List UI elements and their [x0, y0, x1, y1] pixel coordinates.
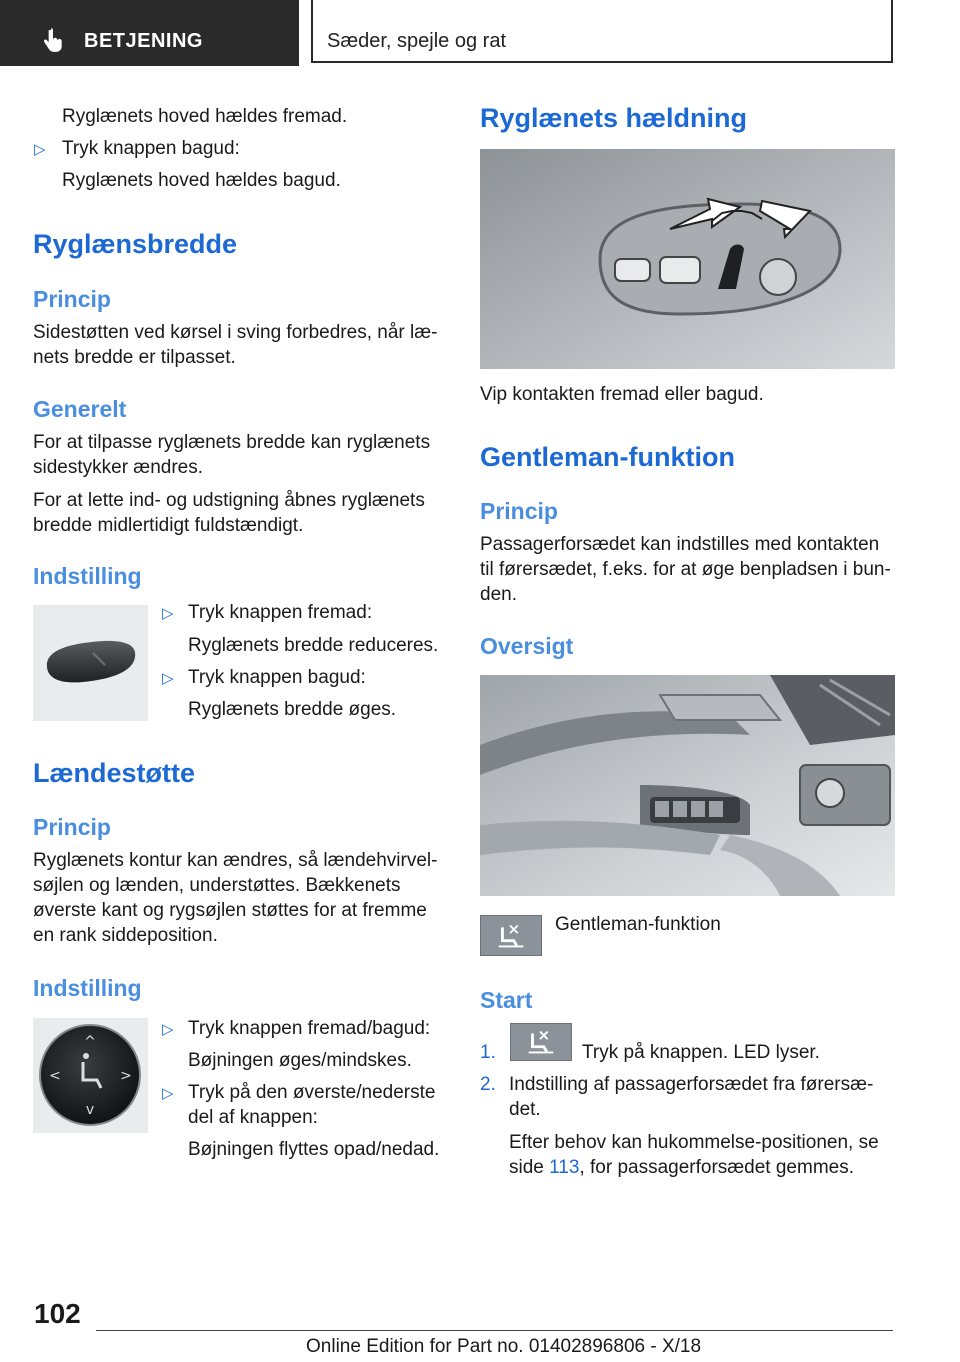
subheading-princip: Princip [33, 814, 111, 840]
subheading-princip: Princip [33, 286, 111, 312]
body-text: For at lette ind- og udstigning åbnes ryglænets [33, 490, 425, 511]
gentleman-function-button-icon [510, 1023, 572, 1061]
body-text: øverste kant og rygsøjlen støttes for at fremme [33, 900, 427, 921]
subheading-generelt: Generelt [33, 396, 127, 422]
body-text: til førersædet, f.eks. for at øge benpladsen i bun- [480, 559, 891, 580]
step-text: Efter behov kan hukommelse-positionen, se [509, 1132, 879, 1153]
body-text: sidestykker ændres. [33, 457, 204, 478]
bullet-text: Tryk knappen fremad: [188, 602, 373, 623]
body-text: Ryglænets hoved hældes bagud. [62, 170, 341, 191]
body-text: bredde midlertidigt fuldstændigt. [33, 515, 304, 536]
gentleman-function-button-icon [480, 915, 542, 956]
step-text: Tryk på knappen. LED lyser. [582, 1042, 820, 1063]
subheading-princip: Princip [480, 498, 558, 524]
step-text-with-link [509, 1155, 854, 1181]
header-section-label: BETJENING [84, 30, 203, 52]
subheading-indstilling: Indstilling [33, 975, 142, 1001]
step-number: 2. [480, 1074, 496, 1095]
section-heading-backrest-width: Ryglænsbredde [33, 229, 238, 259]
section-heading-backrest-tilt: Ryglænets hældning [480, 103, 748, 133]
bullet-triangle-icon: ▷ [162, 1085, 174, 1102]
subheading-start: Start [480, 987, 533, 1013]
body-text: søjlen og lænden, understøttes. Bækkenets [33, 875, 401, 896]
body-text: Ryglænets bredde reduceres. [188, 635, 439, 656]
step-text: Indstilling af passagerforsædet fra førersæ- [509, 1074, 874, 1095]
backrest-width-switch-image [33, 605, 148, 721]
door-panel-overview-image [480, 675, 895, 896]
lumbar-switch-image [33, 1018, 148, 1133]
body-text: Sidestøtten ved kørsel i sving forbedres, når læ- [33, 322, 438, 343]
section-heading-lumbar-support: Lændestøtte [33, 758, 195, 788]
seat-switch-panel-image [480, 149, 895, 369]
body-text: For at tilpasse ryglænets bredde kan ryglænets [33, 432, 431, 453]
svg-text:<: < [49, 1068, 61, 1084]
body-text: Passagerforsædet kan indstilles med kontakten [480, 534, 880, 555]
section-heading-gentleman-function: Gentleman-funktion [480, 442, 735, 472]
bullet-triangle-icon: ▷ [162, 670, 174, 687]
body-text: nets bredde er tilpasset. [33, 347, 236, 368]
header-chapter-label: Sæder, spejle og rat [327, 30, 506, 52]
header-section-tab [0, 0, 299, 66]
image-caption: Vip kontakten fremad eller bagud. [480, 384, 764, 405]
step-number: 1. [480, 1042, 496, 1063]
body-text: Ryglænets kontur kan ændres, så lændehvirvel- [33, 850, 438, 871]
bullet-text: del af knappen: [188, 1107, 318, 1128]
page-number: 102 [34, 1298, 81, 1329]
bullet-text: Tryk knappen bagud: [188, 667, 366, 688]
svg-text:v: v [85, 1102, 95, 1118]
svg-text:>: > [120, 1068, 132, 1084]
bullet-triangle-icon: ▷ [162, 1021, 174, 1038]
hand-pointer-icon [40, 28, 66, 54]
bullet-triangle-icon: ▷ [162, 605, 174, 622]
body-text: den. [480, 584, 517, 605]
bullet-text: Tryk på den øverste/nederste [188, 1082, 436, 1103]
bullet-triangle-icon: ▷ [34, 141, 46, 158]
body-text: Ryglænets bredde øges. [188, 699, 397, 720]
subheading-indstilling: Indstilling [33, 563, 142, 589]
page-reference-link[interactable]: 113 [549, 1157, 580, 1178]
bullet-text: Tryk knappen fremad/bagud: [188, 1018, 431, 1039]
step-text: , for passagerforsædet gemmes. [579, 1157, 855, 1178]
bullet-text: Tryk knappen bagud: [62, 138, 240, 159]
header-chapter-tab [311, 0, 893, 63]
svg-text:^: ^ [84, 1034, 96, 1050]
body-text: Bøjningen øges/mindskes. [188, 1050, 412, 1071]
image-caption: Gentleman-funktion [555, 914, 721, 935]
step-text: det. [509, 1099, 541, 1120]
body-text: Bøjningen flyttes opad/nedad. [188, 1139, 440, 1160]
footer-divider [96, 1330, 893, 1331]
body-text: Ryglænets hoved hældes fremad. [62, 106, 348, 127]
subheading-oversigt: Oversigt [480, 633, 574, 659]
step-text: side [509, 1157, 550, 1178]
footer-edition-text: Online Edition for Part no. 01402896806 - X/18 [306, 1336, 702, 1357]
body-text: en rank siddeposition. [33, 925, 218, 946]
